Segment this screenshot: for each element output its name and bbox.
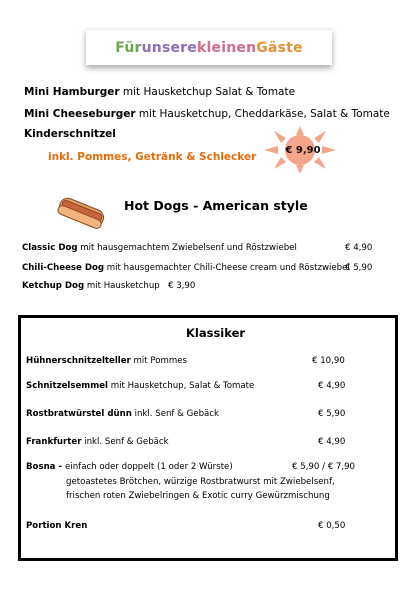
bosna-desc-line: frischen roten Zwiebelringen & Exotic curry Gewürzmischung xyxy=(66,491,330,501)
hotdog-price: € 4,90 xyxy=(345,243,373,253)
classic-price: € 5,90 / € 7,90 xyxy=(292,462,356,472)
item-name: Ketchup Dog xyxy=(22,281,85,291)
item-name: Bosna - xyxy=(26,462,66,472)
banner-word-4: Gäste xyxy=(256,39,303,56)
item-name: Portion Kren xyxy=(26,521,88,531)
classic-item xyxy=(26,437,169,447)
banner-word-3: kleinen xyxy=(197,39,257,56)
hotdog-item xyxy=(22,281,160,291)
hotdog-price: € 3,90 xyxy=(168,281,196,291)
item-name: Schnitzelsemmel xyxy=(26,381,108,391)
bosna-desc-line: getoastetes Brötchen, würzige Rostbratwurst mit Zwiebelsenf, xyxy=(66,477,335,487)
classic-item xyxy=(26,381,254,391)
item-name: Rostbratwürstel dünn xyxy=(26,409,132,419)
banner-word-1: Für xyxy=(115,39,142,56)
classic-item xyxy=(26,409,219,419)
kids-item-hamburger xyxy=(24,86,295,98)
hotdog-price: € 5,90 xyxy=(345,263,373,273)
item-desc: mit Hausketchup xyxy=(84,281,160,291)
item-name: Classic Dog xyxy=(22,243,78,253)
item-name: Mini Cheeseburger xyxy=(24,108,136,120)
hotdog-item xyxy=(22,263,350,273)
classic-item xyxy=(26,356,187,366)
hotdog-item xyxy=(22,243,297,253)
kids-price: € 9,90 xyxy=(285,145,321,156)
item-name: Mini Hamburger xyxy=(24,86,120,98)
classic-price: € 10,90 xyxy=(312,356,345,366)
banner-word-2: unsere xyxy=(141,39,197,56)
classic-item xyxy=(26,521,87,531)
classic-price: € 0,50 xyxy=(318,521,346,531)
hotdogs-title: Hot Dogs - American style xyxy=(124,198,308,213)
classic-price: € 5,90 xyxy=(318,409,346,419)
item-desc: mit Hausketchup, Salat & Tomate xyxy=(107,381,255,391)
classic-item xyxy=(26,462,233,472)
hotdog-icon xyxy=(56,193,108,229)
kids-includes: inkl. Pommes, Getränk & Schlecker xyxy=(48,151,257,163)
item-desc: mit hausgemachtem Zwiebelsenf und Röstzwiebel xyxy=(77,243,297,253)
item-desc: inkl. Senf & Gebäck xyxy=(81,437,169,447)
item-desc: einfach oder doppelt (1 oder 2 Würste) xyxy=(65,462,233,472)
classic-price: € 4,90 xyxy=(318,437,346,447)
kids-item-cheeseburger xyxy=(24,108,390,120)
item-desc: mit Pommes xyxy=(130,356,188,366)
item-desc: inkl. Senf & Gebäck xyxy=(131,409,219,419)
header-banner xyxy=(86,29,332,65)
item-desc: mit Hausketchup Salat & Tomate xyxy=(119,86,296,98)
item-name: Chili-Cheese Dog xyxy=(22,263,105,273)
item-name: Frankfurter xyxy=(26,437,82,447)
item-desc: mit Hausketchup, Cheddarkäse, Salat & Tomate xyxy=(135,108,390,120)
classic-price: € 4,90 xyxy=(318,381,346,391)
item-name: Hühnerschnitzelteller xyxy=(26,356,131,366)
kids-item-kinderschnitzel: Kinderschnitzel xyxy=(24,128,116,140)
classics-title: Klassiker xyxy=(186,326,246,340)
item-desc: mit hausgemachter Chili-Cheese cream und Röstzwiebel xyxy=(104,263,350,273)
